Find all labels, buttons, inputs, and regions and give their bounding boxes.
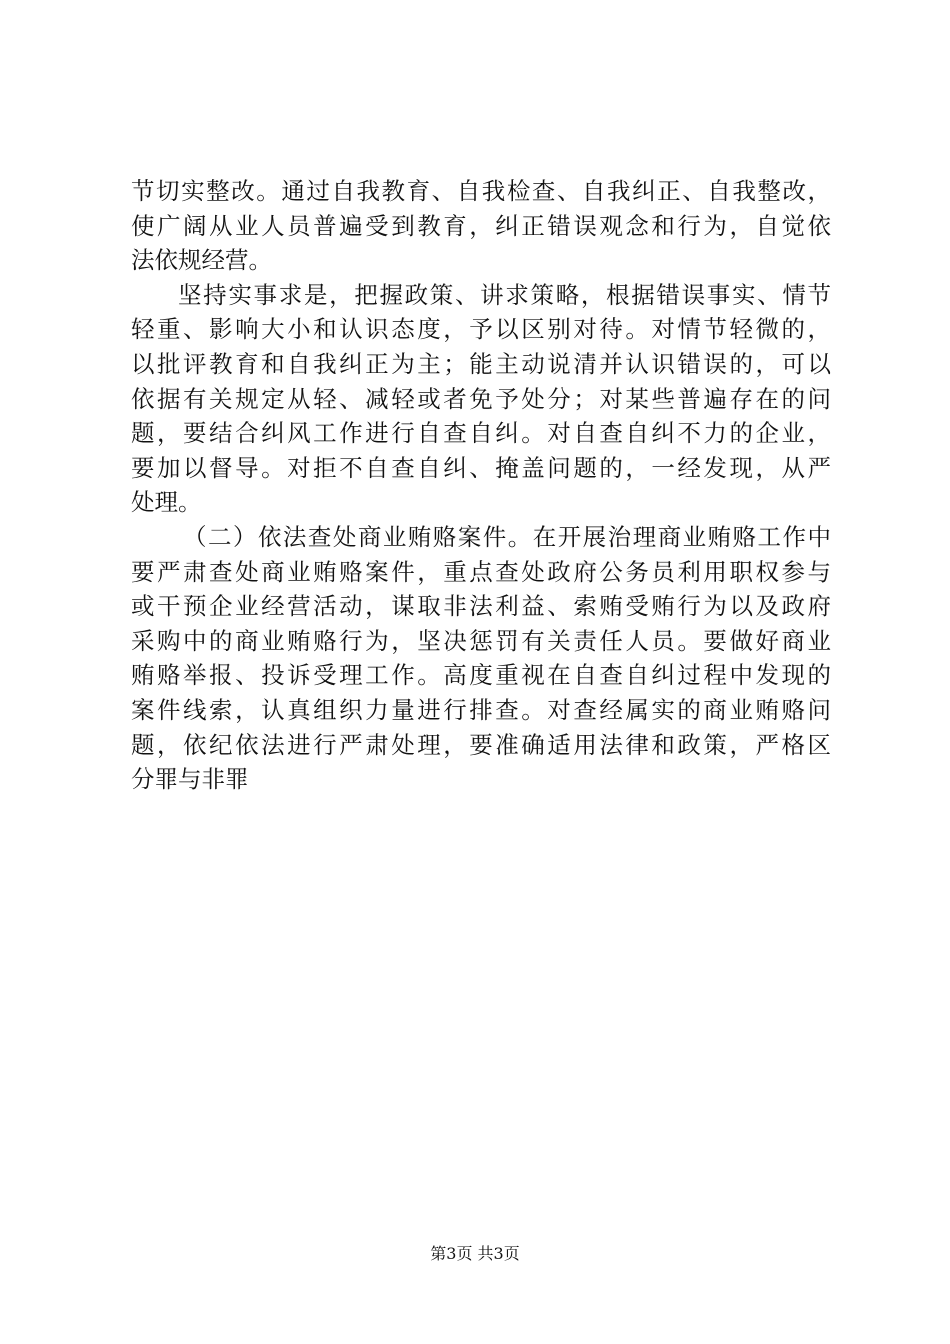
text-line: 题，依纪依法进行严肃处理，要准确适用法律和政策，严格区: [131, 730, 831, 759]
text-line: 贿赂举报、投诉受理工作。高度重视在自查自纠过程中发现的: [131, 661, 831, 690]
text-line: 分罪与非罪: [131, 765, 249, 794]
text-line: 案件线索，认真组织力量进行排查。对查经属实的商业贿赂问: [131, 695, 831, 724]
text-line: 依据有关规定从轻、减轻或者免予处分；对某些普遍存在的问: [131, 384, 831, 413]
page-number-footer: 第3页 共3页: [430, 1244, 520, 1263]
text-line: 要加以督导。对拒不自查自纠、掩盖问题的，一经发现，从严: [131, 453, 831, 482]
text-line: 法依规经营。: [131, 246, 272, 275]
text-line: 处理。: [131, 488, 202, 517]
document-body: [131, 174, 831, 797]
text-line: 以批评教育和自我纠正为主；能主动说清并认识错误的，可以: [131, 349, 831, 378]
text-line: 使广阔从业人员普遍受到教育，纠正错误观念和行为，自觉依: [131, 211, 831, 240]
text-line: 轻重、影响大小和认识态度，予以区别对待。对情节轻微的，: [131, 315, 831, 344]
text-line: 采购中的商业贿赂行为，坚决惩罚有关责任人员。要做好商业: [131, 626, 831, 655]
text-line: 题，要结合纠风工作进行自查自纠。对自查自纠不力的企业，: [131, 419, 831, 448]
text-line: 或干预企业经营活动，谋取非法利益、索贿受贿行为以及政府: [131, 592, 831, 621]
text-line: 坚持实事求是，把握政策、讲求策略，根据错误事实、情节: [178, 280, 831, 309]
text-line: （二）依法查处商业贿赂案件。在开展治理商业贿赂工作中: [183, 522, 831, 551]
text-line: 要严肃查处商业贿赂案件，重点查处政府公务员利用职权参与: [131, 557, 831, 586]
text-line: 节切实整改。通过自我教育、自我检查、自我纠正、自我整改，: [131, 177, 831, 205]
